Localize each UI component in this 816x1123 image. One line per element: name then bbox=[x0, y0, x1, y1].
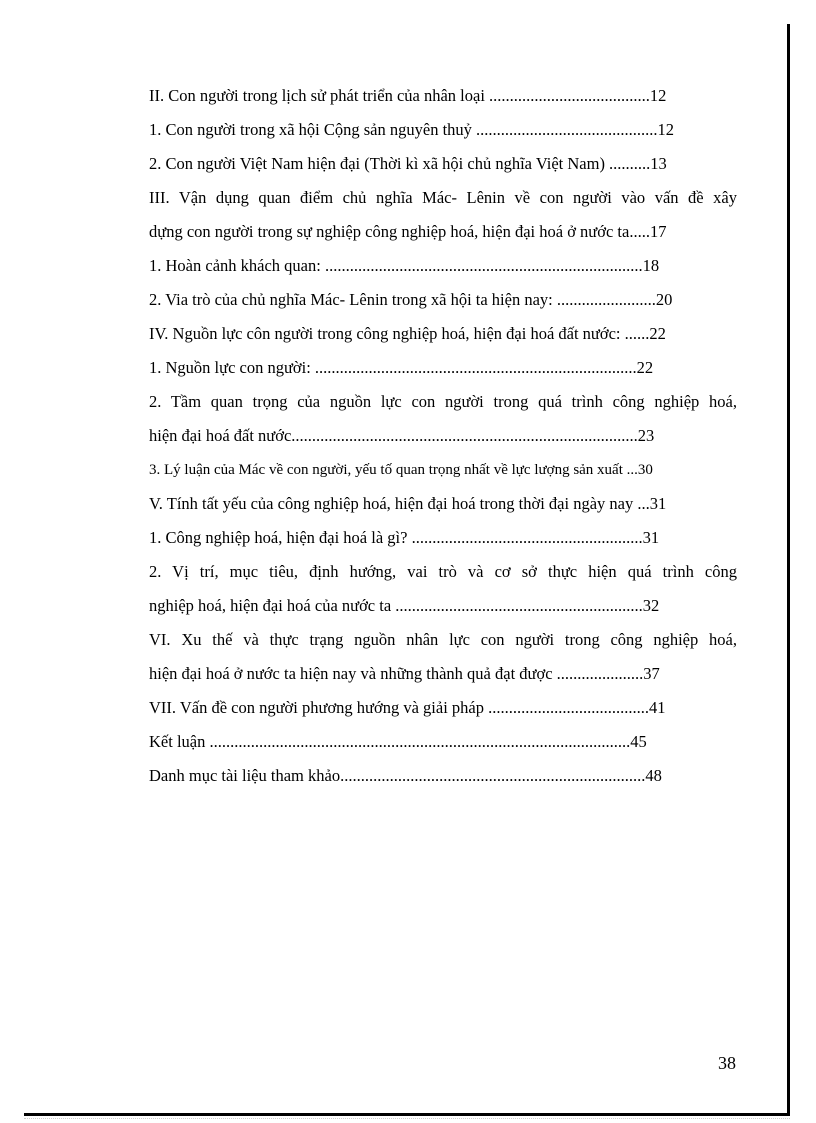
page-number: 38 bbox=[718, 1053, 736, 1073]
toc-line: hiện đại hoá đất nước....................................................................................23 bbox=[149, 426, 655, 445]
toc-line: 2. Vị trí, mục tiêu, định hướng, vai trò và cơ sở thực hiện quá trình công bbox=[149, 562, 737, 581]
toc-line: 2. Tầm quan trọng của nguồn lực con người trong quá trình công nghiệp hoá, bbox=[149, 392, 737, 411]
toc-line: 3. Lý luận của Mác về con người, yếu tố quan trọng nhất về lực lượng sản xuất ...30 bbox=[149, 462, 653, 478]
toc-entry bbox=[149, 317, 737, 351]
toc-entry bbox=[149, 759, 737, 793]
toc-entry bbox=[149, 521, 737, 555]
toc-line: hiện đại hoá ở nước ta hiện nay và những thành quả đạt được .....................37 bbox=[149, 664, 660, 683]
toc-line: dựng con người trong sự nghiệp công nghiệp hoá, hiện đại hoá ở nước ta.....17 bbox=[149, 222, 667, 241]
toc-line: 1. Con người trong xã hội Cộng sản nguyên thuỷ ............................................12 bbox=[149, 120, 675, 139]
toc-line: IV. Nguồn lực côn người trong công nghiệp hoá, hiện đại hoá đất nước: ......22 bbox=[149, 324, 666, 343]
toc-entry bbox=[149, 623, 737, 691]
toc-entry bbox=[149, 79, 737, 113]
toc-line: II. Con người trong lịch sử phát triển của nhân loại .......................................12 bbox=[149, 86, 667, 105]
toc-entry bbox=[149, 249, 737, 283]
toc-entry bbox=[149, 351, 737, 385]
toc-line: V. Tính tất yếu của công nghiệp hoá, hiện đại hoá trong thời đại ngày nay ...31 bbox=[149, 494, 667, 513]
toc-entry bbox=[149, 385, 737, 453]
toc-line: III. Vận dụng quan điểm chủ nghĩa Mác- Lênin về con người vào vấn đề xây bbox=[149, 188, 737, 207]
table-of-contents bbox=[149, 79, 737, 793]
toc-line: 2. Via trò của chủ nghĩa Mác- Lênin trong xã hội ta hiện nay: ........................20 bbox=[149, 290, 673, 309]
toc-entry bbox=[149, 181, 737, 249]
toc-line: VI. Xu thế và thực trạng nguồn nhân lực con người trong công nghiệp hoá, bbox=[149, 630, 737, 649]
toc-entry bbox=[149, 283, 737, 317]
toc-line: 1. Hoàn cảnh khách quan: .............................................................................18 bbox=[149, 256, 660, 275]
toc-line: 2. Con người Việt Nam hiện đại (Thời kì xã hội chủ nghĩa Việt Nam) ..........13 bbox=[149, 154, 667, 173]
toc-line: Danh mục tài liệu tham khảo..........................................................................48 bbox=[149, 766, 662, 785]
toc-entry bbox=[149, 453, 737, 487]
toc-entry bbox=[149, 113, 737, 147]
toc-line: 1. Nguồn lực con người: ..............................................................................22 bbox=[149, 358, 654, 377]
toc-line: VII. Vấn đề con người phương hướng và giải pháp .......................................41 bbox=[149, 698, 666, 717]
page-bottom-dotted-rule bbox=[24, 1118, 790, 1119]
toc-entry bbox=[149, 555, 737, 623]
toc-line: nghiệp hoá, hiện đại hoá của nước ta ............................................................32 bbox=[149, 596, 660, 615]
toc-entry bbox=[149, 691, 737, 725]
toc-entry bbox=[149, 725, 737, 759]
toc-entry bbox=[149, 487, 737, 521]
toc-line: Kết luận ......................................................................................................45 bbox=[149, 732, 647, 751]
toc-entry bbox=[149, 147, 737, 181]
toc-line: 1. Công nghiệp hoá, hiện đại hoá là gì? ........................................................31 bbox=[149, 528, 660, 547]
